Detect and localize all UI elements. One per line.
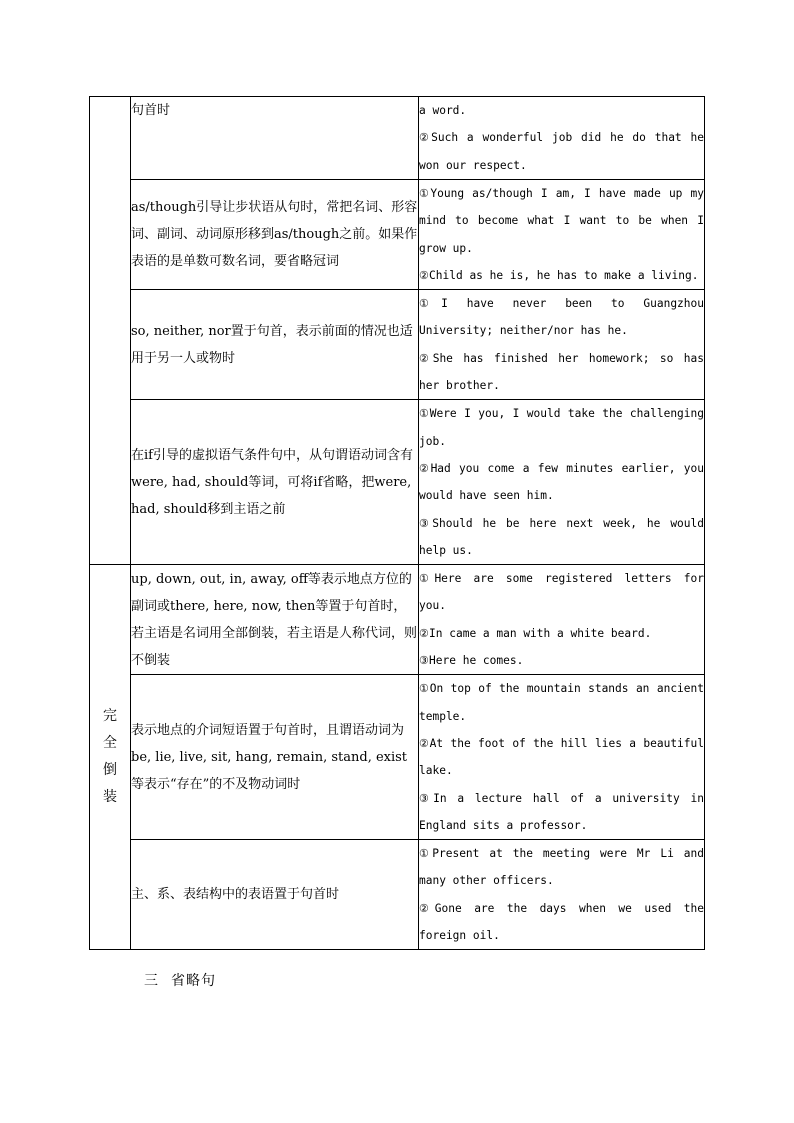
rule-text: so, neither, nor置于句首，表示前面的情况也适用于另一人或物时 — [131, 323, 413, 366]
grammar-table — [89, 96, 705, 950]
examples-cell — [419, 840, 705, 950]
example-line: ②Had you come a few minutes earlier, you would have seen him. — [419, 461, 704, 503]
category-label: 完全倒装 — [103, 708, 117, 806]
rule-cell — [131, 400, 419, 565]
example-line: ②Child as he is, he has to make a living. — [419, 268, 699, 282]
example-line: ②At the foot of the hill lies a beautiful lake. — [419, 736, 704, 778]
section-heading — [144, 970, 216, 990]
rule-text: 表示地点的介词短语置于句首时，且谓语动词为be, lie, live, sit, hang, remain, stand, exist等表示“存在”的不及物动词时 — [131, 722, 408, 792]
example-line: ①Young as/though I am, I have made up my mind to become what I want to be when I grow up. — [419, 187, 704, 255]
example-line: ②In came a man with a white beard. — [419, 626, 652, 640]
example-line: ②She has finished her homework; so has her brother. — [419, 351, 704, 393]
examples-cell — [419, 400, 705, 565]
example-line: ③Should he be here next week, he would help us. — [419, 516, 704, 557]
example-line: ②Such a wonderful job did he do that he won our respect. — [419, 131, 704, 172]
table-row — [90, 565, 705, 675]
rule-text: 主、系、表结构中的表语置于句首时 — [131, 887, 340, 903]
example-line: ①Were I you, I would take the challenging job. — [419, 407, 704, 448]
category-cell-continued — [90, 97, 131, 565]
rule-text: up, down, out, in, away, off等表示地点方位的副词或there, here, now, then等置于句首时，若主语是名词用全部倒装，若主语是人称代词，则不倒装 — [131, 571, 418, 668]
rule-text: 在if引导的虚拟语气条件句中，从句谓语动词含有were, had, should等词，可将if省略，把were, had, should移到主语之前 — [131, 447, 413, 517]
table-row — [90, 840, 705, 950]
rule-cell — [131, 675, 419, 840]
examples-cell — [419, 675, 705, 840]
example-line: ②Gone are the days when we used the foreign oil. — [419, 901, 704, 943]
category-cell — [90, 565, 131, 950]
examples-cell — [419, 290, 705, 400]
rule-text: as/though引导让步状语从句时，常把名词、形容词、副词、动词原形移到as/though之前。如果作表语的是单数可数名词，要省略冠词 — [131, 200, 418, 270]
table-row — [90, 290, 705, 400]
rule-cell — [131, 180, 419, 290]
rule-text: 句首时 — [131, 103, 171, 118]
example-line: ③In a lecture hall of a university in England sits a professor. — [419, 791, 704, 832]
example-line: a word. — [419, 104, 467, 118]
table-row — [90, 675, 705, 840]
rule-cell — [131, 97, 419, 180]
rule-cell — [131, 290, 419, 400]
table-row — [90, 400, 705, 565]
rule-cell — [131, 565, 419, 675]
example-line: ③Here he comes. — [419, 654, 524, 668]
section-number: 三 — [144, 973, 159, 989]
table-row — [90, 97, 705, 180]
example-line: ①Here are some registered letters for you. — [419, 572, 704, 613]
section-title: 省略句 — [171, 973, 216, 989]
examples-cell — [419, 565, 705, 675]
example-line: ①On top of the mountain stands an ancient temple. — [419, 682, 704, 723]
table-row — [90, 180, 705, 290]
examples-cell — [419, 97, 705, 180]
rule-cell — [131, 840, 419, 950]
examples-cell — [419, 180, 705, 290]
example-line: ①I have never been to Guangzhou University; neither/nor has he. — [419, 297, 704, 338]
example-line: ①Present at the meeting were Mr Li and many other officers. — [419, 847, 704, 888]
